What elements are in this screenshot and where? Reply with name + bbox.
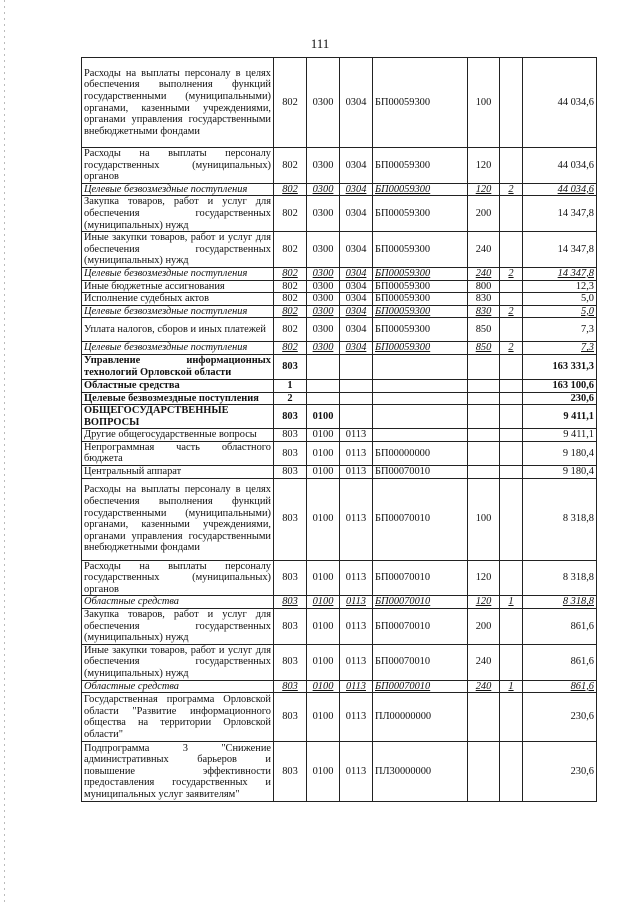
row-pr [340, 392, 373, 405]
row-pr: 0304 [340, 305, 373, 318]
row-name: Иные закупки товаров, работ и услуг для обеспечения государственных (муниципальных) нужд [82, 232, 274, 268]
row-csr [373, 379, 468, 392]
row-csr: БП00070010 [373, 644, 468, 680]
budget-table [81, 57, 597, 802]
row-vr: 240 [468, 644, 500, 680]
row-csr: БП00059300 [373, 232, 468, 268]
row-rz [307, 354, 340, 379]
row-name: Расходы на выплаты персоналу в целях обеспечения выполнения функций государственными (муниципальными) органами, казенными учреждениями, органами управления государственными внебюджетными фондами [82, 58, 274, 148]
row-csr: БП00070010 [373, 466, 468, 479]
row-vr: 830 [468, 293, 500, 306]
row-source [500, 293, 523, 306]
row-name: Областные средства [82, 680, 274, 693]
row-rz: 0100 [307, 441, 340, 465]
table-row [82, 280, 597, 293]
row-amount: 230,6 [523, 693, 597, 742]
row-rz: 0100 [307, 742, 340, 802]
table-row [82, 405, 597, 429]
row-name: Расходы на выплаты персоналу государственных (муниципальных) органов [82, 560, 274, 596]
row-grbs: 803 [274, 429, 307, 442]
row-vr: 120 [468, 596, 500, 609]
row-amount: 8 318,8 [523, 560, 597, 596]
row-rz: 0100 [307, 466, 340, 479]
table-row [82, 148, 597, 184]
row-amount: 230,6 [523, 742, 597, 802]
table-row [82, 232, 597, 268]
row-grbs: 803 [274, 596, 307, 609]
row-grbs: 803 [274, 680, 307, 693]
row-grbs: 802 [274, 280, 307, 293]
row-source [500, 318, 523, 342]
row-vr: 850 [468, 318, 500, 342]
row-grbs: 803 [274, 693, 307, 742]
row-rz: 0100 [307, 405, 340, 429]
row-source [500, 354, 523, 379]
row-rz: 0300 [307, 58, 340, 148]
row-grbs: 803 [274, 609, 307, 645]
row-amount: 163 100,6 [523, 379, 597, 392]
row-csr [373, 405, 468, 429]
row-rz: 0100 [307, 429, 340, 442]
row-pr: 0304 [340, 342, 373, 355]
row-amount: 14 347,8 [523, 232, 597, 268]
table-row [82, 342, 597, 355]
row-pr [340, 405, 373, 429]
row-pr: 0304 [340, 267, 373, 280]
row-csr: БП00070010 [373, 609, 468, 645]
table-row [82, 644, 597, 680]
row-source [500, 742, 523, 802]
row-pr: 0113 [340, 609, 373, 645]
row-rz: 0300 [307, 342, 340, 355]
table-row [82, 267, 597, 280]
row-csr: БП00059300 [373, 58, 468, 148]
row-source [500, 478, 523, 560]
row-pr: 0113 [340, 441, 373, 465]
row-name: Иные закупки товаров, работ и услуг для обеспечения государственных (муниципальных) нужд [82, 644, 274, 680]
table-row [82, 354, 597, 379]
row-amount: 9 180,4 [523, 466, 597, 479]
row-amount: 861,6 [523, 680, 597, 693]
row-pr: 0113 [340, 680, 373, 693]
row-rz: 0300 [307, 183, 340, 196]
row-grbs: 802 [274, 58, 307, 148]
row-name: Центральный аппарат [82, 466, 274, 479]
row-source [500, 405, 523, 429]
row-vr: 100 [468, 478, 500, 560]
row-grbs: 803 [274, 742, 307, 802]
row-amount: 44 034,6 [523, 148, 597, 184]
row-rz: 0300 [307, 267, 340, 280]
row-source [500, 148, 523, 184]
row-grbs: 803 [274, 354, 307, 379]
row-rz: 0100 [307, 560, 340, 596]
row-name: Целевые безвозмездные поступления [82, 392, 274, 405]
row-csr: ПЛ30000000 [373, 742, 468, 802]
row-grbs: 803 [274, 478, 307, 560]
row-grbs: 802 [274, 183, 307, 196]
row-csr: ПЛ00000000 [373, 693, 468, 742]
row-vr: 850 [468, 342, 500, 355]
row-amount: 9 411,1 [523, 429, 597, 442]
row-csr: БП00070010 [373, 478, 468, 560]
row-name: Целевые безвозмездные поступления [82, 183, 274, 196]
row-pr: 0113 [340, 644, 373, 680]
row-pr [340, 379, 373, 392]
row-amount: 5,0 [523, 305, 597, 318]
row-amount: 861,6 [523, 609, 597, 645]
row-csr [373, 429, 468, 442]
row-grbs: 803 [274, 644, 307, 680]
row-source [500, 609, 523, 645]
row-source: 2 [500, 342, 523, 355]
row-amount: 7,3 [523, 318, 597, 342]
table-row [82, 318, 597, 342]
row-pr: 0304 [340, 232, 373, 268]
row-rz: 0300 [307, 232, 340, 268]
row-grbs: 803 [274, 560, 307, 596]
row-csr: БП00059300 [373, 280, 468, 293]
row-source [500, 232, 523, 268]
row-csr: БП00059300 [373, 342, 468, 355]
row-csr: БП00059300 [373, 148, 468, 184]
row-rz: 0300 [307, 318, 340, 342]
row-csr: БП00059300 [373, 267, 468, 280]
row-rz: 0300 [307, 148, 340, 184]
row-vr: 120 [468, 560, 500, 596]
row-amount: 9 180,4 [523, 441, 597, 465]
row-name: Подпрограмма 3 "Снижение административных барьеров и повышение эффективности предоставления государственных и муниципальных услуг заявителям" [82, 742, 274, 802]
row-csr [373, 392, 468, 405]
row-vr [468, 466, 500, 479]
row-pr: 0304 [340, 196, 373, 232]
row-pr: 0113 [340, 596, 373, 609]
table-row [82, 441, 597, 465]
table-row [82, 466, 597, 479]
row-source [500, 280, 523, 293]
row-vr: 240 [468, 267, 500, 280]
row-grbs: 802 [274, 267, 307, 280]
table-row [82, 196, 597, 232]
row-name: Исполнение судебных актов [82, 293, 274, 306]
row-rz [307, 379, 340, 392]
table-row [82, 478, 597, 560]
table-row [82, 742, 597, 802]
row-vr [468, 354, 500, 379]
row-name: Закупка товаров, работ и услуг для обеспечения государственных (муниципальных) нужд [82, 609, 274, 645]
row-pr: 0113 [340, 693, 373, 742]
row-pr: 0304 [340, 280, 373, 293]
row-source: 1 [500, 680, 523, 693]
row-grbs: 802 [274, 293, 307, 306]
row-csr [373, 354, 468, 379]
binding-edge-line [4, 0, 5, 905]
row-source [500, 466, 523, 479]
row-amount: 7,3 [523, 342, 597, 355]
row-amount: 44 034,6 [523, 183, 597, 196]
row-vr [468, 693, 500, 742]
row-amount: 14 347,8 [523, 196, 597, 232]
row-grbs: 803 [274, 405, 307, 429]
row-pr: 0113 [340, 429, 373, 442]
row-csr: БП00059300 [373, 305, 468, 318]
row-name: Государственная программа Орловской области "Развитие информационного общества на территории Орловской области" [82, 693, 274, 742]
row-amount: 14 347,8 [523, 267, 597, 280]
row-grbs: 1 [274, 379, 307, 392]
row-name: Непрограммная часть областного бюджета [82, 441, 274, 465]
row-rz: 0100 [307, 680, 340, 693]
table-row [82, 293, 597, 306]
row-vr [468, 392, 500, 405]
table-row [82, 183, 597, 196]
row-source [500, 196, 523, 232]
row-name: Областные средства [82, 596, 274, 609]
row-source [500, 644, 523, 680]
row-vr [468, 441, 500, 465]
table-row [82, 596, 597, 609]
row-vr: 200 [468, 196, 500, 232]
row-csr: БП00059300 [373, 196, 468, 232]
row-rz: 0100 [307, 609, 340, 645]
row-vr: 800 [468, 280, 500, 293]
row-name: Расходы на выплаты персоналу в целях обеспечения выполнения функций государственными (муниципальными) органами, казенными учреждениями, органами управления государственными внебюджетными фондами [82, 478, 274, 560]
row-vr [468, 405, 500, 429]
row-source [500, 693, 523, 742]
row-amount: 5,0 [523, 293, 597, 306]
row-grbs: 2 [274, 392, 307, 405]
page-number: 111 [310, 36, 330, 51]
row-rz: 0300 [307, 280, 340, 293]
row-vr: 240 [468, 680, 500, 693]
row-source [500, 379, 523, 392]
row-pr: 0304 [340, 293, 373, 306]
row-vr: 200 [468, 609, 500, 645]
row-csr: БП00070010 [373, 680, 468, 693]
row-rz: 0300 [307, 196, 340, 232]
row-name: Целевые безвозмездные поступления [82, 342, 274, 355]
row-amount: 163 331,3 [523, 354, 597, 379]
row-source: 2 [500, 183, 523, 196]
row-csr: БП00070010 [373, 560, 468, 596]
row-csr: БП00059300 [373, 318, 468, 342]
row-rz: 0300 [307, 305, 340, 318]
row-vr [468, 379, 500, 392]
row-source: 2 [500, 267, 523, 280]
row-vr [468, 742, 500, 802]
row-name: Расходы на выплаты персоналу государственных (муниципальных) органов [82, 148, 274, 184]
row-source: 1 [500, 596, 523, 609]
row-vr: 100 [468, 58, 500, 148]
row-pr: 0304 [340, 183, 373, 196]
row-name: Другие общегосударственные вопросы [82, 429, 274, 442]
table-row [82, 693, 597, 742]
row-pr: 0113 [340, 466, 373, 479]
table-row [82, 58, 597, 148]
row-source: 2 [500, 305, 523, 318]
row-pr: 0304 [340, 318, 373, 342]
row-grbs: 802 [274, 318, 307, 342]
row-grbs: 802 [274, 232, 307, 268]
row-amount: 44 034,6 [523, 58, 597, 148]
row-name: Закупка товаров, работ и услуг для обеспечения государственных (муниципальных) нужд [82, 196, 274, 232]
row-vr: 830 [468, 305, 500, 318]
row-grbs: 802 [274, 196, 307, 232]
row-vr: 120 [468, 183, 500, 196]
row-pr: 0113 [340, 478, 373, 560]
row-vr: 240 [468, 232, 500, 268]
table-row [82, 680, 597, 693]
row-name: Областные средства [82, 379, 274, 392]
row-source [500, 560, 523, 596]
row-csr: БП00059300 [373, 293, 468, 306]
row-name: Целевые безвозмездные поступления [82, 305, 274, 318]
table-row [82, 560, 597, 596]
row-source [500, 441, 523, 465]
row-pr: 0304 [340, 58, 373, 148]
table-row [82, 609, 597, 645]
row-source [500, 392, 523, 405]
row-grbs: 802 [274, 305, 307, 318]
row-amount: 861,6 [523, 644, 597, 680]
row-source [500, 58, 523, 148]
row-amount: 9 411,1 [523, 405, 597, 429]
row-rz: 0300 [307, 293, 340, 306]
table-row [82, 392, 597, 405]
row-name: ОБЩЕГОСУДАРСТВЕННЫЕ ВОПРОСЫ [82, 405, 274, 429]
row-grbs: 803 [274, 441, 307, 465]
row-amount: 8 318,8 [523, 596, 597, 609]
row-source [500, 429, 523, 442]
row-pr [340, 354, 373, 379]
table-row [82, 429, 597, 442]
row-vr: 120 [468, 148, 500, 184]
row-csr: БП00070010 [373, 596, 468, 609]
row-amount: 8 318,8 [523, 478, 597, 560]
row-name: Целевые безвозмездные поступления [82, 267, 274, 280]
row-grbs: 802 [274, 148, 307, 184]
row-rz: 0100 [307, 644, 340, 680]
row-name: Уплата налогов, сборов и иных платежей [82, 318, 274, 342]
row-name: Управление информационных технологий Орловской области [82, 354, 274, 379]
row-grbs: 802 [274, 342, 307, 355]
row-vr [468, 429, 500, 442]
row-pr: 0113 [340, 560, 373, 596]
row-rz: 0100 [307, 478, 340, 560]
table-row [82, 379, 597, 392]
row-csr: БП00000000 [373, 441, 468, 465]
row-csr: БП00059300 [373, 183, 468, 196]
row-rz [307, 392, 340, 405]
row-name: Иные бюджетные ассигнования [82, 280, 274, 293]
row-amount: 12,3 [523, 280, 597, 293]
row-amount: 230,6 [523, 392, 597, 405]
row-grbs: 803 [274, 466, 307, 479]
row-rz: 0100 [307, 693, 340, 742]
row-pr: 0113 [340, 742, 373, 802]
row-rz: 0100 [307, 596, 340, 609]
row-pr: 0304 [340, 148, 373, 184]
table-row [82, 305, 597, 318]
